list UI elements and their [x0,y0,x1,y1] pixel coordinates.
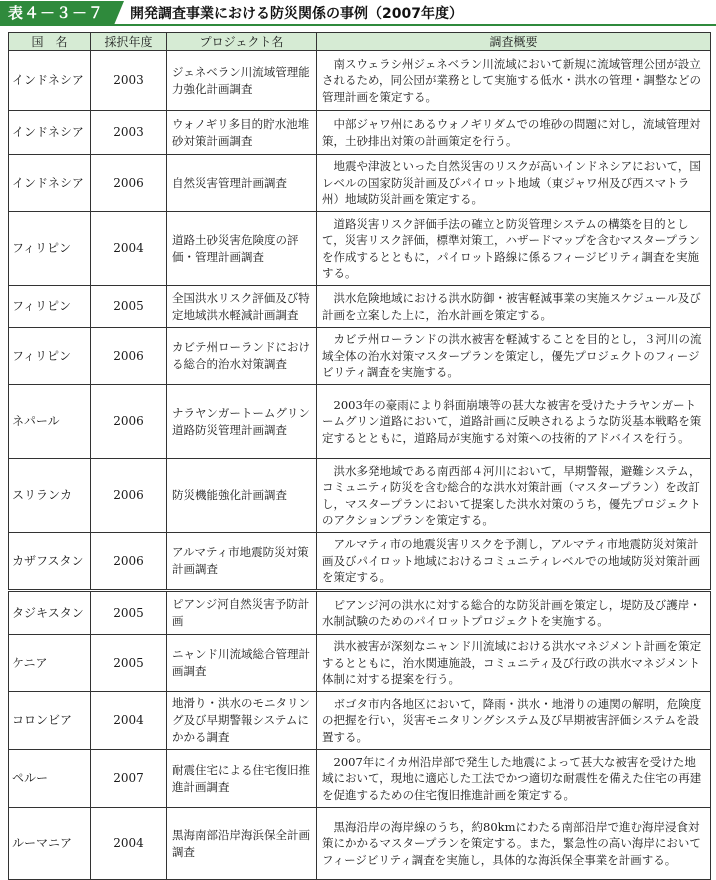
country-cell: フィリピン [9,286,91,328]
header-project: プロジェクト名 [167,33,317,51]
table-row [9,286,711,328]
table-title-bar [0,0,716,26]
country-cell: スリランカ [9,459,91,533]
project-cell: アルマティ市地震防災対策計画調査 [167,533,317,591]
table-row [9,591,711,635]
header-year: 採択年度 [91,33,167,51]
summary-cell: 南スウェラシ州ジェネベラン川流域において新規に流域管理公団が設立されるため，同公団が業務として実施する低水・洪水の管理・調整などの管理計画を策定する。 [317,51,711,111]
year-cell: 2006 [91,385,167,459]
summary-cell: アルマティ市の地震災害リスクを予測し，アルマティ市地震防災対策計画及びパイロット地域におけるコミュニティレベルでの地域防災対策計画を策定する。 [317,533,711,591]
table-row [9,459,711,533]
year-cell: 2006 [91,459,167,533]
table-row [9,385,711,459]
country-cell: インドネシア [9,111,91,155]
summary-cell: カビテ州ローランドの洪水被害を軽減することを目的とし，３河川の流域全体の治水対策マスタープランを策定し，優先プロジェクトのフィージビリティ調査を実施する。 [317,328,711,385]
year-cell: 2004 [91,692,167,750]
header-row [9,33,711,51]
header-summary: 調査概要 [317,33,711,51]
year-cell: 2004 [91,212,167,286]
table-row [9,808,711,880]
project-cell: ニャンド川流域総合管理計画調査 [167,635,317,692]
year-cell: 2004 [91,808,167,880]
table-row [9,212,711,286]
project-cell: ジェネベラン川流域管理能力強化計画調査 [167,51,317,111]
header-country: 国 名 [9,33,91,51]
table-row [9,533,711,591]
country-cell: フィリピン [9,212,91,286]
year-cell: 2006 [91,155,167,212]
title-underline [0,24,716,26]
summary-cell: 洪水危険地域における洪水防御・被害軽減事業の実施スケジュール及び計画を立案した上に，治水計画を策定する。 [317,286,711,328]
table-row [9,111,711,155]
summary-cell: 地震や津波といった自然災害のリスクが高いインドネシアにおいて，国レベルの国家防災計画及びパイロット地域（東ジャワ州及び西スマトラ州）地域防災計画を策定する。 [317,155,711,212]
table-row [9,635,711,692]
summary-cell: ボゴタ市内各地区において，降雨・洪水・地滑りの連関の解明，危険度の把握を行い，災害モニタリングシステム及び早期被害評価システムを設置する。 [317,692,711,750]
disaster-prevention-table [8,32,711,880]
summary-cell: 2003年の豪雨により斜面崩壊等の甚大な被害を受けたナラヤンガートームグリン道路において，道路計画に反映されるような防災基本戦略を策定するとともに，道路局が実施する対策への技術的アドバイスを行う。 [317,385,711,459]
summary-cell: ピアンジ河の洪水に対する総合的な防災計画を策定し，堤防及び護岸・水制試験のためのパイロットプロジェクトを実施する。 [317,591,711,635]
project-cell: 黒海南部沿岸海浜保全計画調査 [167,808,317,880]
table-row [9,750,711,808]
table-row [9,155,711,212]
project-cell: 自然災害管理計画調査 [167,155,317,212]
summary-cell: 洪水多発地域である南西部４河川において，早期警報，避難システム，コミュニティ防災を含む総合的な洪水対策計画（マスタープラン）を改訂し，マスタープランにおいて提案した洪水対策のうち，優先プロジェクトのアクションプランを策定する。 [317,459,711,533]
year-cell: 2003 [91,51,167,111]
project-cell: ナラヤンガートームグリン道路防災管理計画調査 [167,385,317,459]
project-cell: 防災機能強化計画調査 [167,459,317,533]
country-cell: フィリピン [9,328,91,385]
table-title: 開発調査事業における防災関係の事例（2007年度） [130,6,463,22]
year-cell: 2003 [91,111,167,155]
year-cell: 2005 [91,591,167,635]
year-cell: 2007 [91,750,167,808]
table-number-badge: 表４－３－７ [0,1,114,25]
country-cell: インドネシア [9,155,91,212]
year-cell: 2005 [91,286,167,328]
project-cell: ウォノギリ多目的貯水池堆砂対策計画調査 [167,111,317,155]
summary-cell: 洪水被害が深刻なニャンド川流域における洪水マネジメント計画を策定するとともに，治水関連施設，コミュニティ及び行政の洪水マネジメント体制に対する提案を行う。 [317,635,711,692]
summary-cell: 道路災害リスク評価手法の確立と防災管理システムの構築を目的として，災害リスク評価，標準対策工，ハザードマップを含むマスタープランを作成するとともに，パイロット路線に係るフィージビリティ調査を実施する。 [317,212,711,286]
summary-cell: 黒海沿岸の海岸線のうち，約80kmにわたる南部沿岸で進む海岸浸食対策にかかるマスタープランを策定する。また，緊急性の高い海岸においてフィージビリティ調査を実施し，具体的な海浜保全事業を計画する。 [317,808,711,880]
project-cell: 地滑り・洪水のモニタリング及び早期警報システムにかかる調査 [167,692,317,750]
year-cell: 2006 [91,328,167,385]
summary-cell: 中部ジャワ州にあるウォノギリダムでの堆砂の問題に対し，流域管理対策，土砂排出対策の計画策定を行う。 [317,111,711,155]
table-row [9,328,711,385]
country-cell: ケニア [9,635,91,692]
country-cell: インドネシア [9,51,91,111]
project-cell: カビテ州ローランドにおける総合的治水対策調査 [167,328,317,385]
year-cell: 2006 [91,533,167,591]
country-cell: ペルー [9,750,91,808]
country-cell: ネパール [9,385,91,459]
project-cell: 全国洪水リスク評価及び特定地域洪水軽減計画調査 [167,286,317,328]
summary-cell: 2007年にイカ州沿岸部で発生した地震によって甚大な被害を受けた地域において，現地に適応した工法でかつ適切な耐震性を備えた住宅の再建を促進するための住宅復旧推進計画を策定する。 [317,750,711,808]
country-cell: タジキスタン [9,591,91,635]
table-row [9,51,711,111]
project-cell: ピアンジ河自然災害予防計画 [167,591,317,635]
country-cell: コロンビア [9,692,91,750]
project-cell: 道路土砂災害危険度の評価・管理計画調査 [167,212,317,286]
year-cell: 2005 [91,635,167,692]
country-cell: ルーマニア [9,808,91,880]
project-cell: 耐震住宅による住宅復旧推進計画調査 [167,750,317,808]
table-row [9,692,711,750]
country-cell: カザフスタン [9,533,91,591]
